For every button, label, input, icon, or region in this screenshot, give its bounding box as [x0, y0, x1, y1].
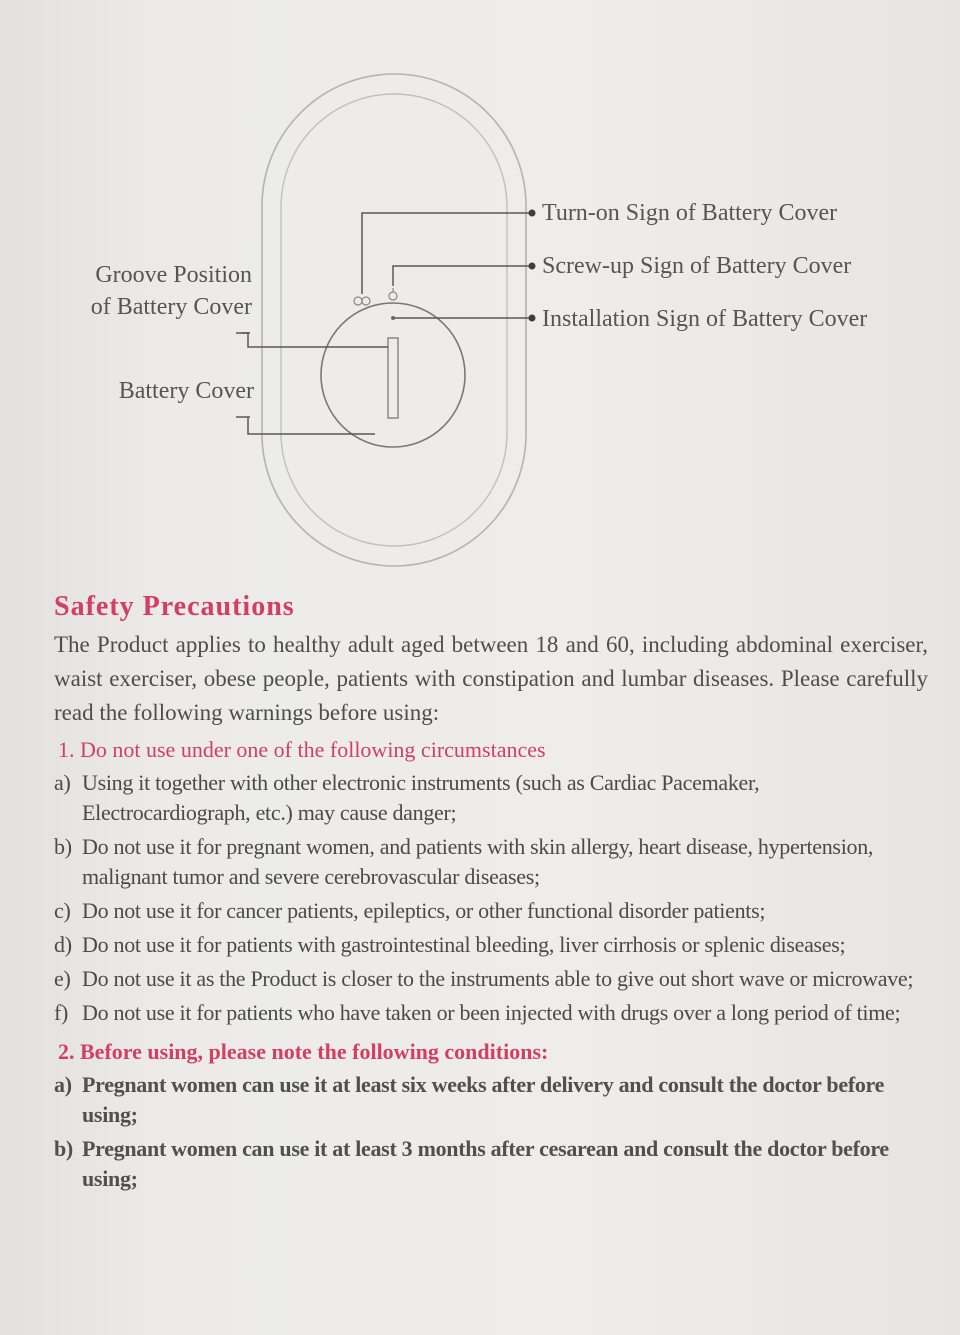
item-text: Do not use it for patients with gastrointestinal bleeding, liver cirrhosis or splenic diseases;: [82, 932, 846, 957]
list-item: [54, 1070, 928, 1130]
list-item: [54, 896, 928, 926]
item-text: Do not use it for cancer patients, epileptics, or other functional disorder patients;: [82, 898, 766, 923]
groove-label-line2: of Battery Cover: [90, 294, 252, 320]
groove-slot: [388, 338, 398, 418]
list-item: [54, 964, 928, 994]
item-text: Pregnant women can use it at least 3 months after cesarean and consult the doctor before using;: [82, 1136, 889, 1191]
item-text: Do not use it for pregnant women, and patients with skin allergy, heart disease, hypertension, malignant tumor and severe cerebrovascular diseases;: [82, 834, 874, 889]
screw-up-leader: [393, 266, 532, 286]
item-text: Using it together with other electronic instruments (such as Cardiac Pacemaker, Electrocardiograph, etc.) may cause danger;: [82, 770, 760, 825]
item-marker: d): [54, 932, 72, 957]
device-inner-outline: [281, 94, 507, 546]
item-marker: a): [54, 770, 71, 795]
section1-list: [54, 768, 928, 1028]
section2-heading: 2. Before using, please note the following conditions:: [58, 1039, 549, 1064]
item-marker: b): [54, 1136, 73, 1161]
unlock-mark-icon: [354, 297, 370, 305]
item-text: Pregnant women can use it at least six weeks after delivery and consult the doctor before using;: [82, 1072, 885, 1127]
list-item: [54, 1134, 928, 1194]
groove-label-line1: Groove Position: [95, 262, 252, 288]
groove-leader: [242, 333, 388, 347]
item-text: Do not use it as the Product is closer to the instruments able to give out short wave or microwave;: [82, 966, 914, 991]
item-marker: e): [54, 966, 71, 991]
installation-sign-label: Installation Sign of Battery Cover: [542, 306, 868, 332]
item-marker: a): [54, 1072, 72, 1097]
screw-up-sign-label: Screw-up Sign of Battery Cover: [542, 253, 852, 279]
battery-cover-label: Battery Cover: [118, 378, 254, 404]
device-outer-outline: [262, 74, 526, 566]
turn-on-sign-label: Turn-on Sign of Battery Cover: [542, 200, 838, 226]
item-marker: c): [54, 898, 71, 923]
list-item: [54, 930, 928, 960]
list-item: [54, 998, 928, 1028]
item-text: Do not use it for patients who have taken or been injected with drugs over a long period of time;: [82, 1000, 901, 1025]
item-marker: b): [54, 834, 72, 859]
safety-precautions-section: [54, 590, 928, 1198]
section1-heading: 1. Do not use under one of the following circumstances: [58, 737, 546, 762]
list-item: [54, 832, 928, 892]
section-title: Safety Precautions: [54, 591, 295, 622]
groove-position-label: [60, 259, 252, 323]
intro-paragraph: The Product applies to healthy adult aged between 18 and 60, including abdominal exerciser, waist exerciser, obese people, patients with constipation and lumbar diseases. Please carefully read the following warnings before using:: [54, 632, 928, 725]
section2-list: [54, 1070, 928, 1194]
battery-cover-circle: [321, 303, 465, 447]
lock-mark-icon: [389, 288, 397, 300]
battery-cover-leader: [248, 417, 375, 434]
battery-cover-diagram: [0, 0, 960, 580]
item-marker: f): [54, 1000, 69, 1025]
list-item: [54, 768, 928, 828]
